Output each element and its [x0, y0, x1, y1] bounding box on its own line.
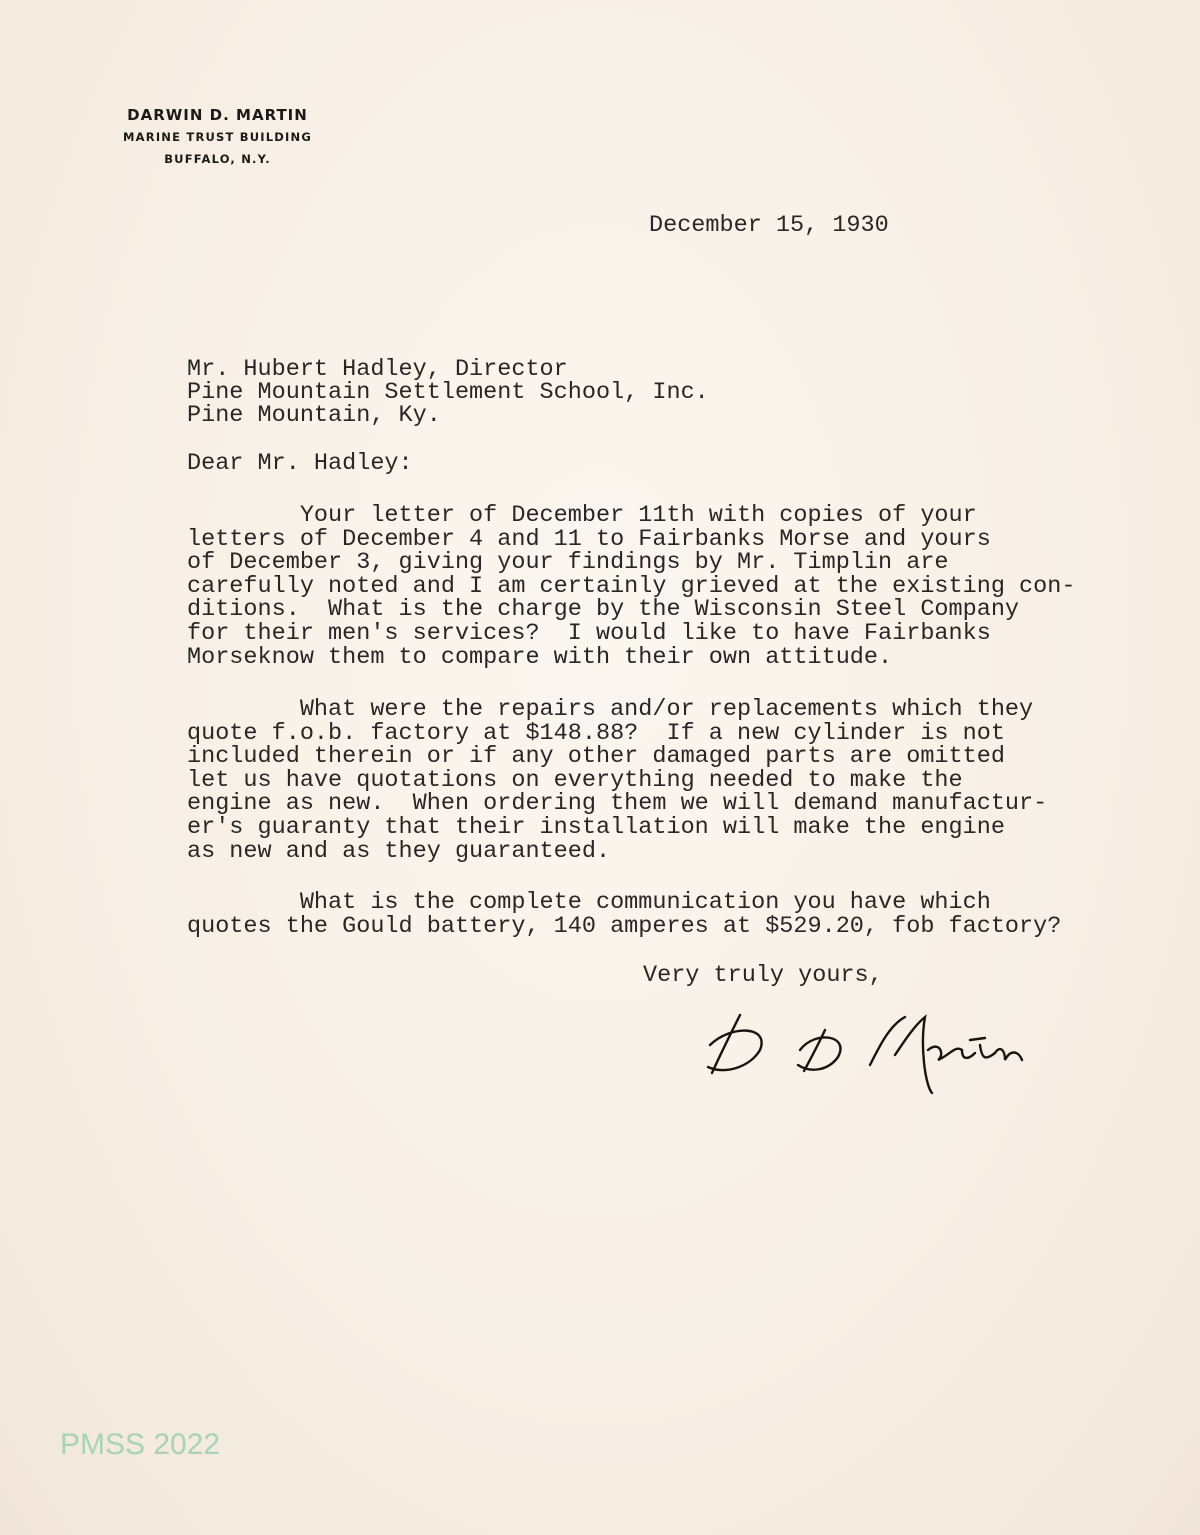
salutation: Dear Mr. Hadley:	[187, 450, 413, 477]
body-line: engine as new. When ordering them we will demand manufactur-	[187, 790, 1048, 818]
letterhead	[100, 104, 335, 170]
body-line: ditions. What is the charge by the Wisconsin Steel Company	[187, 596, 1020, 624]
letter-date: December 15, 1930	[649, 212, 889, 239]
address-line: Pine Mountain Settlement School, Inc.	[187, 379, 709, 406]
body-line: included therein or if any other damaged parts are omitted	[187, 743, 1005, 771]
paragraph-1	[187, 504, 1075, 669]
body-line: What is the complete communication you have which	[187, 889, 991, 916]
body-line: carefully noted and I am certainly grieved at the existing con-	[187, 572, 1076, 600]
body-line: of December 3, giving your findings by Mr. Timplin are	[187, 549, 949, 577]
body-line: quotes the Gould battery, 140 amperes at $529.20, fob factory?	[187, 912, 1062, 940]
paragraph-3	[187, 891, 1061, 938]
body-line: Your letter of December 11th with copies of your	[187, 502, 977, 529]
watermark: PMSS 2022	[60, 1428, 221, 1461]
body-line: er's guaranty that their installation will make the engine	[187, 813, 1005, 841]
address-line: Pine Mountain, Ky.	[187, 402, 441, 429]
body-line: What were the repairs and/or replacements which they	[187, 696, 1034, 723]
body-line: for their men's services? I would like to have Fairbanks	[187, 619, 991, 647]
letterhead-city: BUFFALO, N.Y.	[164, 152, 271, 166]
signature	[700, 1005, 1030, 1110]
recipient-address	[187, 358, 709, 427]
body-line: quote f.o.b. factory at $148.88? If a new cylinder is not	[187, 719, 1005, 747]
letterhead-name: DARWIN D. MARTIN	[127, 106, 308, 124]
body-line: let us have quotations on everything needed to make the	[187, 766, 963, 794]
body-line: Morseknow them to compare with their own attitude.	[187, 643, 893, 671]
address-line: Mr. Hubert Hadley, Director	[187, 356, 568, 383]
body-line: as new and as they guaranteed.	[187, 837, 611, 865]
closing: Very truly yours,	[643, 962, 883, 989]
body-line: letters of December 4 and 11 to Fairbanks Morse and yours	[187, 525, 991, 553]
paragraph-2	[187, 698, 1047, 863]
letterhead-building: MARINE TRUST BUILDING	[123, 130, 312, 144]
